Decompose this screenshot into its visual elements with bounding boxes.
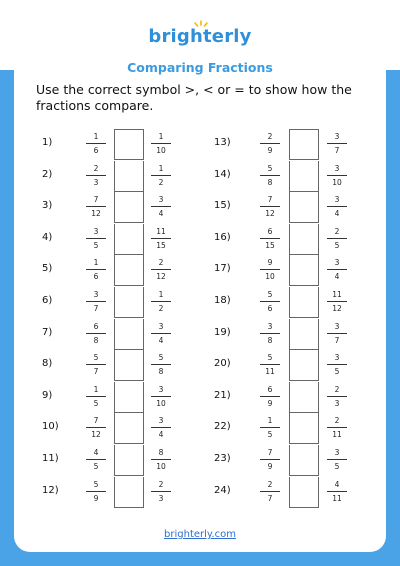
- answer-box[interactable]: [289, 192, 319, 223]
- problem-number: 11): [42, 453, 59, 464]
- left-fraction: [260, 415, 280, 440]
- problem-number: 9): [42, 389, 53, 401]
- fraction-bar: [260, 427, 280, 428]
- fraction-bar: [260, 364, 280, 365]
- right-fraction: [327, 479, 347, 504]
- fraction-bar: [327, 333, 347, 334]
- left-fraction: [260, 289, 280, 314]
- left-fraction: [260, 163, 280, 188]
- denominator: 12: [91, 209, 101, 219]
- denominator: 9: [267, 462, 273, 471]
- fraction-bar: [260, 491, 280, 492]
- denominator: 12: [265, 209, 275, 219]
- answer-box[interactable]: [289, 287, 319, 318]
- fraction-bar: [260, 206, 280, 207]
- problem-number: 23): [214, 453, 231, 464]
- denominator: 4: [334, 209, 340, 219]
- fraction-bar: [260, 301, 280, 302]
- problem-number: 10): [42, 421, 59, 433]
- fraction-bar: [327, 238, 347, 239]
- fraction-bar: [260, 175, 280, 176]
- denominator: 2: [158, 304, 164, 313]
- right-fraction: [327, 415, 347, 440]
- denominator: 7: [334, 335, 340, 345]
- fraction-bar: [260, 269, 280, 270]
- numerator: 5: [267, 163, 273, 173]
- numerator: 3: [267, 321, 273, 331]
- answer-box[interactable]: [289, 477, 319, 508]
- problem-row: [14, 445, 386, 476]
- fraction-bar: [260, 459, 280, 460]
- denominator: 5: [267, 430, 273, 440]
- numerator: 2: [158, 479, 164, 489]
- fraction-bar: [327, 427, 347, 428]
- denominator: 9: [93, 493, 99, 503]
- right-fraction: [327, 226, 347, 251]
- numerator: 3: [334, 353, 340, 363]
- numerator: 2: [334, 384, 340, 394]
- problem-number: 21): [214, 389, 231, 401]
- denominator: 10: [156, 462, 166, 471]
- numerator: 3: [93, 226, 99, 236]
- problem-number: 22): [214, 421, 231, 433]
- answer-box[interactable]: [289, 445, 319, 476]
- right-fraction: [327, 194, 347, 219]
- fraction-bar: [327, 364, 347, 365]
- numerator: 3: [334, 448, 340, 457]
- problem-number: 15): [214, 200, 231, 212]
- denominator: 8: [93, 335, 99, 345]
- problem-row: [14, 192, 386, 223]
- answer-box[interactable]: [289, 255, 319, 286]
- denominator: 4: [334, 272, 340, 282]
- denominator: 6: [267, 304, 273, 313]
- numerator: 2: [334, 226, 340, 236]
- numerator: 5: [267, 290, 273, 299]
- problem-number: 16): [214, 231, 231, 243]
- problem-number: 18): [214, 295, 231, 306]
- denominator: 12: [91, 430, 101, 440]
- fraction-bar: [260, 333, 280, 334]
- numerator: 7: [267, 195, 273, 205]
- answer-box[interactable]: [289, 382, 319, 413]
- numerator: 3: [158, 195, 164, 205]
- answer-box[interactable]: [289, 319, 319, 350]
- problem-row: [14, 287, 386, 318]
- denominator: 4: [158, 335, 164, 345]
- numerator: 2: [267, 479, 273, 489]
- instructions: Use the correct symbol >, < or = to show how the fractions compare.: [36, 82, 352, 113]
- numerator: 3: [334, 195, 340, 205]
- numerator: 5: [93, 353, 99, 363]
- denominator: 15: [265, 240, 275, 250]
- denominator: 4: [158, 209, 164, 219]
- denominator: 6: [93, 272, 99, 282]
- answer-box[interactable]: [289, 350, 319, 381]
- left-fraction: [260, 257, 280, 282]
- denominator: 12: [156, 272, 166, 282]
- numerator: 9: [267, 258, 273, 268]
- denominator: 3: [158, 493, 164, 503]
- numerator: 6: [267, 384, 273, 394]
- left-fraction: [260, 352, 280, 377]
- answer-box[interactable]: [289, 413, 319, 444]
- denominator: 10: [265, 272, 275, 282]
- numerator: 11: [156, 226, 166, 236]
- denominator: 5: [334, 240, 340, 250]
- numerator: 3: [158, 416, 164, 426]
- fraction-bar: [327, 143, 347, 144]
- fraction-bar: [260, 238, 280, 239]
- right-fraction: [327, 321, 347, 346]
- denominator: 10: [332, 177, 342, 187]
- numerator: 6: [267, 226, 273, 236]
- numerator: 7: [93, 195, 99, 205]
- fraction-bar: [327, 491, 347, 492]
- numerator: 5: [158, 353, 164, 363]
- right-fraction: [327, 289, 347, 314]
- problem-number: 12): [42, 484, 59, 496]
- left-fraction: [260, 226, 280, 251]
- denominator: 8: [267, 335, 273, 345]
- problem-number: 1): [42, 137, 53, 148]
- problem-row: [14, 255, 386, 286]
- denominator: 8: [267, 177, 273, 187]
- left-fraction: [260, 479, 280, 504]
- problem-number: 20): [214, 358, 231, 370]
- denominator: 5: [93, 462, 99, 471]
- footer-link[interactable]: brighterly.com: [164, 529, 236, 540]
- problem-number: 7): [42, 326, 53, 338]
- answer-box[interactable]: [289, 161, 319, 192]
- denominator: 12: [332, 304, 342, 313]
- problem-row: [14, 382, 386, 413]
- denominator: 9: [267, 146, 273, 155]
- numerator: 8: [158, 448, 164, 457]
- numerator: 3: [158, 321, 164, 331]
- numerator: 4: [93, 448, 99, 457]
- worksheet-sheet: [14, 16, 386, 552]
- numerator: 1: [158, 163, 164, 173]
- fraction-bar: [327, 175, 347, 176]
- problem-row: [14, 319, 386, 350]
- numerator: 2: [158, 258, 164, 268]
- problem-number: 8): [42, 358, 53, 370]
- problem-row: [14, 477, 386, 508]
- problem-number: 14): [214, 168, 231, 180]
- numerator: 5: [93, 479, 99, 489]
- numerator: 1: [158, 290, 164, 299]
- denominator: 7: [93, 304, 99, 313]
- denominator: 3: [93, 177, 99, 187]
- fraction-bar: [327, 459, 347, 460]
- numerator: 3: [334, 132, 340, 141]
- problem-row: [14, 350, 386, 381]
- denominator: 7: [334, 146, 340, 155]
- numerator: 1: [93, 384, 99, 394]
- problem-number: 5): [42, 263, 53, 275]
- left-fraction: [260, 131, 280, 156]
- problem-number: 6): [42, 295, 53, 306]
- problem-row: [14, 224, 386, 255]
- denominator: 5: [93, 240, 99, 250]
- answer-box[interactable]: [289, 224, 319, 255]
- left-fraction: [260, 447, 280, 472]
- numerator: 7: [267, 448, 273, 457]
- problem-number: 4): [42, 231, 53, 243]
- left-fraction: [260, 194, 280, 219]
- numerator: 4: [334, 479, 340, 489]
- problem-number: 17): [214, 263, 231, 275]
- left-fraction: [260, 321, 280, 346]
- numerator: 3: [334, 321, 340, 331]
- denominator: 11: [265, 367, 275, 377]
- right-fraction: [327, 163, 347, 188]
- right-fraction: [327, 447, 347, 472]
- numerator: 2: [334, 416, 340, 426]
- denominator: 8: [158, 367, 164, 377]
- problem-row: [14, 129, 386, 160]
- problem-row: [14, 413, 386, 444]
- answer-box[interactable]: [289, 129, 319, 160]
- fraction-bar: [327, 396, 347, 397]
- numerator: 11: [332, 290, 342, 299]
- denominator: 9: [267, 398, 273, 408]
- denominator: 4: [158, 430, 164, 440]
- denominator: 5: [334, 462, 340, 471]
- denominator: 15: [156, 240, 166, 250]
- numerator: 3: [334, 258, 340, 268]
- numerator: 2: [267, 132, 273, 141]
- problem-number: 3): [42, 200, 53, 212]
- denominator: 11: [332, 430, 342, 440]
- numerator: 1: [158, 132, 164, 141]
- problem-row: [14, 161, 386, 192]
- fraction-bar: [327, 269, 347, 270]
- left-fraction: [260, 384, 280, 409]
- brand-logo[interactable]: brighterly: [148, 26, 252, 47]
- problem-number: 13): [214, 137, 231, 148]
- numerator: 3: [334, 163, 340, 173]
- denominator: 5: [93, 398, 99, 408]
- fraction-bar: [260, 143, 280, 144]
- right-fraction: [327, 257, 347, 282]
- numerator: 3: [93, 290, 99, 299]
- numerator: 7: [93, 416, 99, 426]
- right-fraction: [327, 352, 347, 377]
- right-fraction: [327, 131, 347, 156]
- problem-number: 19): [214, 326, 231, 338]
- denominator: 10: [156, 398, 166, 408]
- denominator: 7: [93, 367, 99, 377]
- denominator: 5: [334, 367, 340, 377]
- denominator: 11: [332, 493, 342, 503]
- denominator: 2: [158, 177, 164, 187]
- fraction-bar: [327, 206, 347, 207]
- numerator: 3: [158, 384, 164, 394]
- numerator: 1: [267, 416, 273, 426]
- right-fraction: [327, 384, 347, 409]
- denominator: 10: [156, 146, 166, 155]
- numerator: 5: [267, 353, 273, 363]
- numerator: 2: [93, 163, 99, 173]
- numerator: 1: [93, 258, 99, 268]
- problem-number: 2): [42, 168, 53, 180]
- denominator: 3: [334, 398, 340, 408]
- numerator: 1: [93, 132, 99, 141]
- denominator: 6: [93, 146, 99, 155]
- page-title: Comparing Fractions: [127, 60, 273, 75]
- denominator: 7: [267, 493, 273, 503]
- problem-number: 24): [214, 484, 231, 496]
- fraction-bar: [327, 301, 347, 302]
- fraction-bar: [260, 396, 280, 397]
- numerator: 6: [93, 321, 99, 331]
